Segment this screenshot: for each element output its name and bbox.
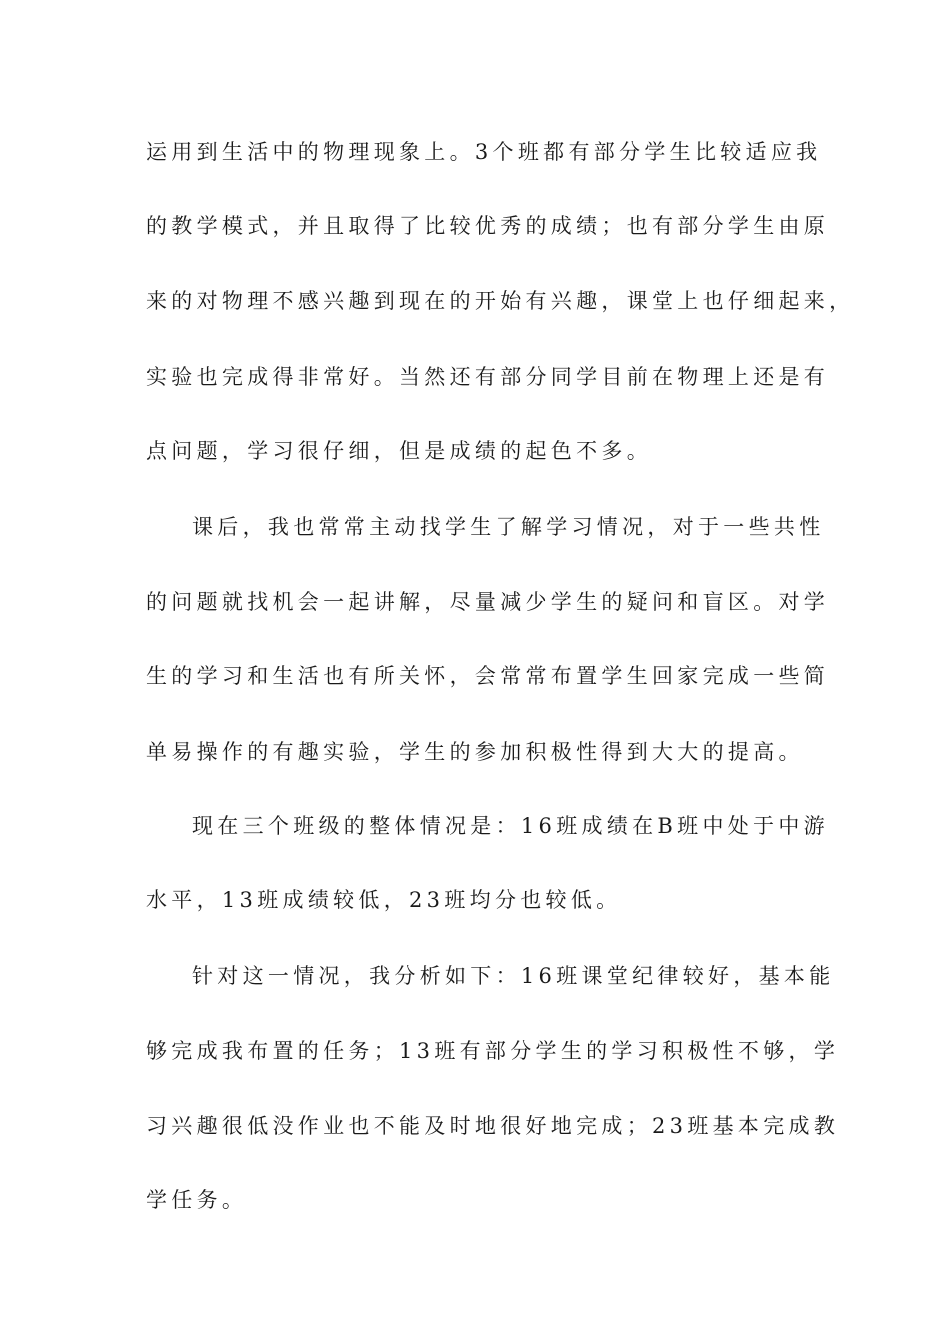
text-line: 的教学模式，并且取得了比较优秀的成绩；也有部分学生由原	[146, 214, 830, 238]
text-line: 课后，我也常常主动找学生了解学习情况，对于一些共性	[192, 515, 825, 539]
text-line: 习兴趣很低没作业也不能及时地很好地完成；23班基本完成教	[146, 1114, 840, 1138]
text-line: 运用到生活中的物理现象上。3个班都有部分学生比较适应我	[146, 140, 822, 164]
text-line: 现在三个班级的整体情况是：16班成绩在B班中处于中游	[192, 814, 829, 838]
text-line: 够完成我布置的任务；13班有部分学生的学习积极性不够，学	[146, 1039, 840, 1063]
text-line: 针对这一情况，我分析如下：16班课堂纪律较好，基本能	[192, 964, 835, 988]
text-line: 生的学习和生活也有所关怀，会常常布置学生回家完成一些简	[146, 664, 830, 688]
text-line: 单易操作的有趣实验，学生的参加积极性得到大大的提高。	[146, 740, 804, 764]
text-line: 的问题就找机会一起讲解，尽量减少学生的疑问和盲区。对学	[146, 590, 830, 614]
text-line: 点问题，学习很仔细，但是成绩的起色不多。	[146, 439, 652, 463]
text-line: 实验也完成得非常好。当然还有部分同学目前在物理上还是有	[146, 365, 830, 389]
text-line: 来的对物理不感兴趣到现在的开始有兴趣，课堂上也仔细起来，	[146, 289, 855, 313]
text-line: 水平，13班成绩较低，23班均分也较低。	[146, 888, 622, 912]
text-line: 学任务。	[146, 1188, 248, 1212]
